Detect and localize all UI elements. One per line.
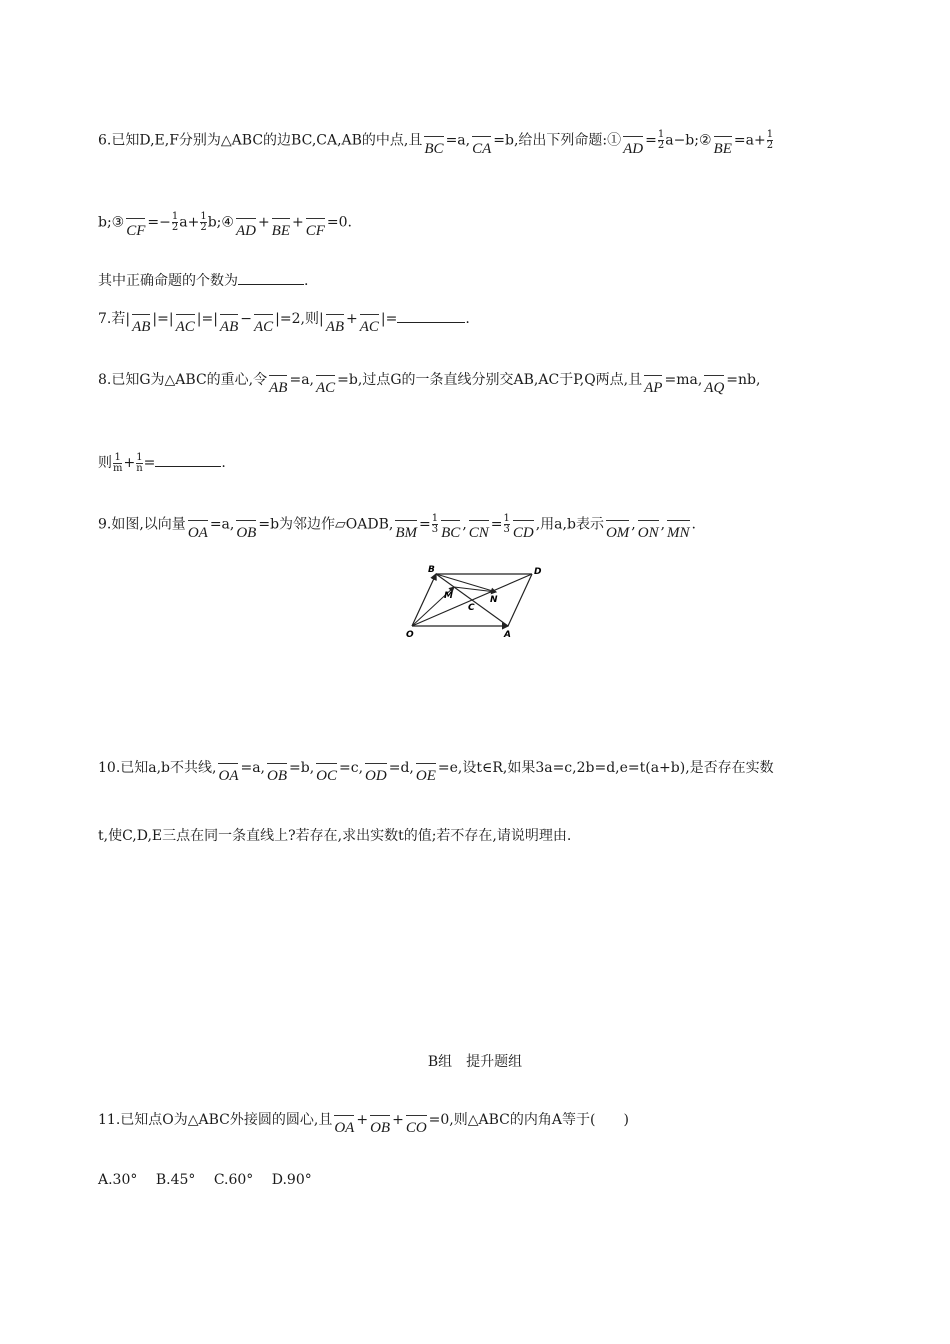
vector-oa: OA [334, 1120, 355, 1136]
vector-oe: OE [415, 768, 436, 784]
vector-ad: AD [623, 140, 644, 157]
vector-om: OM [605, 524, 630, 541]
vector-ab: AB [219, 319, 239, 335]
diagonal-od [412, 574, 532, 626]
q10-line1: 10.已知a,b不共线, OA =a, OB =b, OC =c, OD =d, OE =e,设t∈R,如果3a=c,2b=d,e=t(a+b),是否存在实数 [98, 760, 774, 784]
vector-co: CO [405, 1120, 427, 1136]
vector-cf: CF [305, 222, 325, 239]
fraction-half: $\frac{1}{2}$ [657, 129, 665, 151]
label-b: B [428, 565, 435, 575]
vector-cd: CD [512, 524, 534, 541]
vector-ob: OB [370, 1120, 391, 1136]
label-m: M [444, 591, 453, 601]
vector-be: BE [713, 140, 732, 157]
vector-bm: BM [395, 524, 418, 541]
q6-line2: b;③ CF =− $\frac{1}{2}$ a+ $\frac{1}{2}$ b;④ AD + BE + CF =0. [98, 211, 352, 239]
answer-blank[interactable] [238, 270, 304, 285]
vector-cf: CF [126, 222, 146, 239]
vector-on: ON [637, 524, 659, 541]
vector-ac: AC [175, 319, 195, 335]
label-c: C [468, 603, 475, 613]
label-o: O [406, 630, 414, 640]
vector-ca: CA [472, 140, 492, 157]
vector-ac: AC [359, 319, 379, 335]
fraction-half: $\frac{1}{2}$ [766, 129, 774, 151]
vector-cn: CN [468, 524, 489, 541]
fraction-half: $\frac{1}{2}$ [200, 211, 207, 233]
vector-aq: AQ [704, 380, 725, 396]
q10-line2: t,使C,D,E三点在同一条直线上?若存在,求出实数t的值;若不存在,请说明理由. [98, 828, 572, 844]
q11-line: 11.已知点O为△ABC外接圆的圆心,且 OA + OB + CO =0,则△ABC的内角A等于( ) [98, 1112, 629, 1136]
vector-ob: OB [267, 768, 288, 784]
label-a: A [504, 630, 511, 640]
vector-ob: OB [236, 524, 257, 541]
q7-line: 7.若| AB |=| AC |=| AB − AC |=2,则| AB + AC |= . [98, 308, 470, 329]
vector-od: OD [365, 768, 387, 784]
q9-line: 9.如图,以向量 OA =a, OB =b为邻边作▱OADB, BM = $\frac{1}{3}$ BC , CN = $\frac{1}{3}$ CD ,用a,b表示 OM , ON , MN . [98, 513, 696, 541]
fraction-one-over-n: $\frac{1}{n}$ [136, 451, 143, 474]
fraction-half: $\frac{1}{2}$ [171, 211, 179, 233]
q8-line2: 则 $\frac{1}{m}$ + $\frac{1}{n}$ = . [98, 451, 226, 474]
fraction-third: $\frac{1}{3}$ [503, 513, 510, 535]
q6-line3: 其中正确命题的个数为 . [98, 270, 308, 291]
answer-blank[interactable] [397, 308, 465, 323]
segment-ob [412, 574, 436, 626]
vector-mn: MN [667, 524, 690, 541]
fraction-third: $\frac{1}{3}$ [431, 513, 439, 535]
label-n: N [490, 595, 498, 605]
parallelogram-figure [400, 562, 550, 642]
fraction-one-over-m: $\frac{1}{m}$ [113, 451, 123, 474]
vector-ab: AB [269, 380, 288, 396]
vector-be: BE [271, 222, 290, 239]
vector-ab: AB [325, 319, 345, 335]
q8-line1: 8.已知G为△ABC的重心,令 AB =a, AC =b,过点G的一条直线分别交AB,AC于P,Q两点,且 AP =ma, AQ =nb, [98, 372, 761, 396]
segment-ad [508, 574, 532, 626]
vector-ac: AC [253, 319, 274, 335]
vector-ac: AC [316, 380, 336, 396]
segment-bn [436, 574, 496, 592]
vector-bc: BC [441, 524, 461, 541]
label-d: D [534, 567, 542, 577]
vector-oa: OA [218, 768, 239, 784]
vector-ap: AP [644, 380, 663, 396]
q11-options: A.30° B.45° C.60° D.90° [98, 1172, 312, 1188]
q6-line1: 6.已知D,E,F分别为△ABC的边BC,CA,AB的中点,且 BC =a, CA =b,给出下列命题:① AD = $\frac{1}{2}$ a−b;② BE =a+ $\frac{1}{2}$ [98, 129, 774, 157]
section-title: B组 提升题组 [427, 1054, 523, 1070]
vector-oa: OA [187, 524, 208, 541]
vector-ab: AB [132, 319, 151, 335]
vector-oc: OC [316, 768, 338, 784]
vector-bc: BC [424, 140, 444, 157]
answer-blank[interactable] [155, 452, 221, 467]
vector-ad: AD [235, 222, 256, 239]
